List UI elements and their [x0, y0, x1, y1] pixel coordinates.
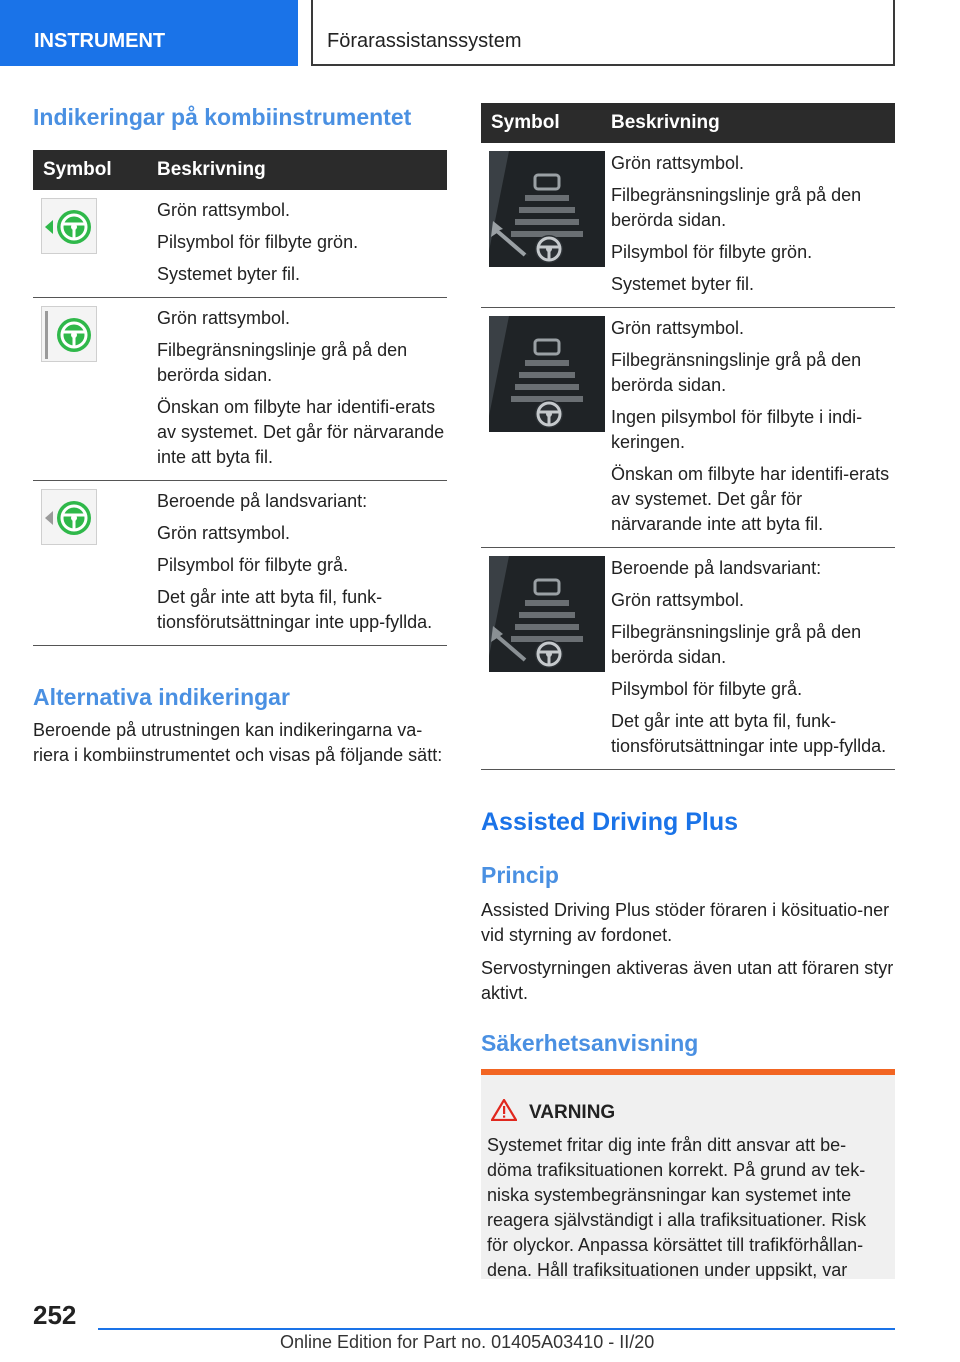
warning-text: Systemet fritar dig inte från ditt ansvar att be-döma trafiksituationen korrekt. På grund av tek-niska systembegränsningar kan systemet inte reagera självständigt i alla trafiksituationer. Risk för olyckor. Anpassa körsättet till trafikförhållan-dena. Håll trafiksituationen under uppsikt, var: [487, 1135, 867, 1280]
row-line: Det går inte att byta fil, funk-tionsförutsättningar inte upp-fyllda.: [157, 587, 433, 632]
steering-lane-change-grey-icon: [41, 489, 97, 545]
row-line: Grön rattsymbol.: [611, 590, 745, 610]
left-symbol-table: [33, 150, 447, 646]
principle-paragraph-2: Servostyrningen aktiveras även utan att föraren styr aktivt.: [481, 958, 894, 1003]
row-line: Grön rattsymbol.: [157, 308, 291, 328]
assisted-driving-title: Assisted Driving Plus: [481, 808, 739, 836]
row-line: Systemet byter fil.: [611, 274, 755, 294]
row-line: Filbegränsningslinje grå på den berörda sidan.: [611, 622, 862, 667]
row-line: Filbegränsningslinje grå på den berörda sidan.: [611, 350, 862, 395]
row-line: Filbegränsningslinje grå på den berörda sidan.: [157, 340, 408, 385]
row-line: Grön rattsymbol.: [611, 318, 745, 338]
principle-paragraph-1: Assisted Driving Plus stöder föraren i kösituatio-ner vid styrning av fordonet.: [481, 900, 890, 945]
row-line: Beroende på landsvariant:: [157, 491, 368, 511]
row-line: Det går inte att byta fil, funk-tionsförutsättningar inte upp-fyllda.: [611, 711, 887, 756]
col-symbol: Symbol: [33, 150, 157, 190]
warning-triangle-icon: [491, 1099, 517, 1127]
table-row: [33, 190, 447, 298]
steering-lane-change-green-icon: [41, 198, 97, 254]
cluster-lane-change-green-icon: [489, 151, 605, 267]
table-row: [481, 548, 895, 770]
col-description: Beskrivning: [157, 150, 447, 190]
row-line: Beroende på landsvariant:: [611, 558, 822, 578]
cluster-lane-change-grey-icon: [489, 556, 605, 672]
table-row: [33, 481, 447, 646]
row-line: Pilsymbol för filbyte grön.: [611, 242, 813, 262]
table-row: [481, 308, 895, 548]
row-line: Grön rattsymbol.: [157, 200, 291, 220]
table-row: [33, 298, 447, 481]
table-row: [481, 143, 895, 308]
footer-edition: Online Edition for Part no. 01405A03410 - II/20: [280, 1332, 655, 1352]
row-line: Filbegränsningslinje grå på den berörda sidan.: [611, 185, 862, 230]
row-line: Önskan om filbyte har identifi-erats av systemet. Det går för närvarande inte att byta fil.: [157, 397, 445, 467]
row-line: Grön rattsymbol.: [611, 153, 745, 173]
safety-heading: Säkerhetsanvisning: [481, 1030, 699, 1056]
alt-heading: Alternativa indikeringar: [33, 684, 290, 710]
row-line: Ingen pilsymbol för filbyte i indi-keringen.: [611, 407, 863, 452]
col-description: Beskrivning: [611, 103, 895, 143]
page-number: 252: [33, 1300, 77, 1330]
steering-lane-boundary-icon: [41, 306, 97, 362]
chapter-title: Förarassistanssystem: [311, 0, 895, 66]
alt-text: Beroende på utrustningen kan indikeringarna va-riera i kombiinstrumentet och visas på följande sätt:: [33, 720, 443, 765]
principle-heading: Princip: [481, 862, 559, 888]
col-symbol: Symbol: [481, 103, 611, 143]
left-heading: Indikeringar på kombiinstrumentet: [33, 104, 412, 130]
row-line: Pilsymbol för filbyte grå.: [157, 555, 349, 575]
footer-divider: [98, 1328, 895, 1330]
section-tab: INSTRUMENT: [0, 0, 298, 66]
row-line: Systemet byter fil.: [157, 264, 301, 284]
cluster-lane-boundary-icon: [489, 316, 605, 432]
row-line: Grön rattsymbol.: [157, 523, 291, 543]
warning-title: VARNING: [529, 1102, 616, 1123]
row-line: Pilsymbol för filbyte grön.: [157, 232, 359, 252]
warning-box: [481, 1069, 895, 1279]
row-line: Pilsymbol för filbyte grå.: [611, 679, 803, 699]
right-symbol-table: [481, 103, 895, 770]
row-line: Önskan om filbyte har identifi-erats av systemet. Det går för närvarande inte att byta fil.: [611, 464, 890, 534]
